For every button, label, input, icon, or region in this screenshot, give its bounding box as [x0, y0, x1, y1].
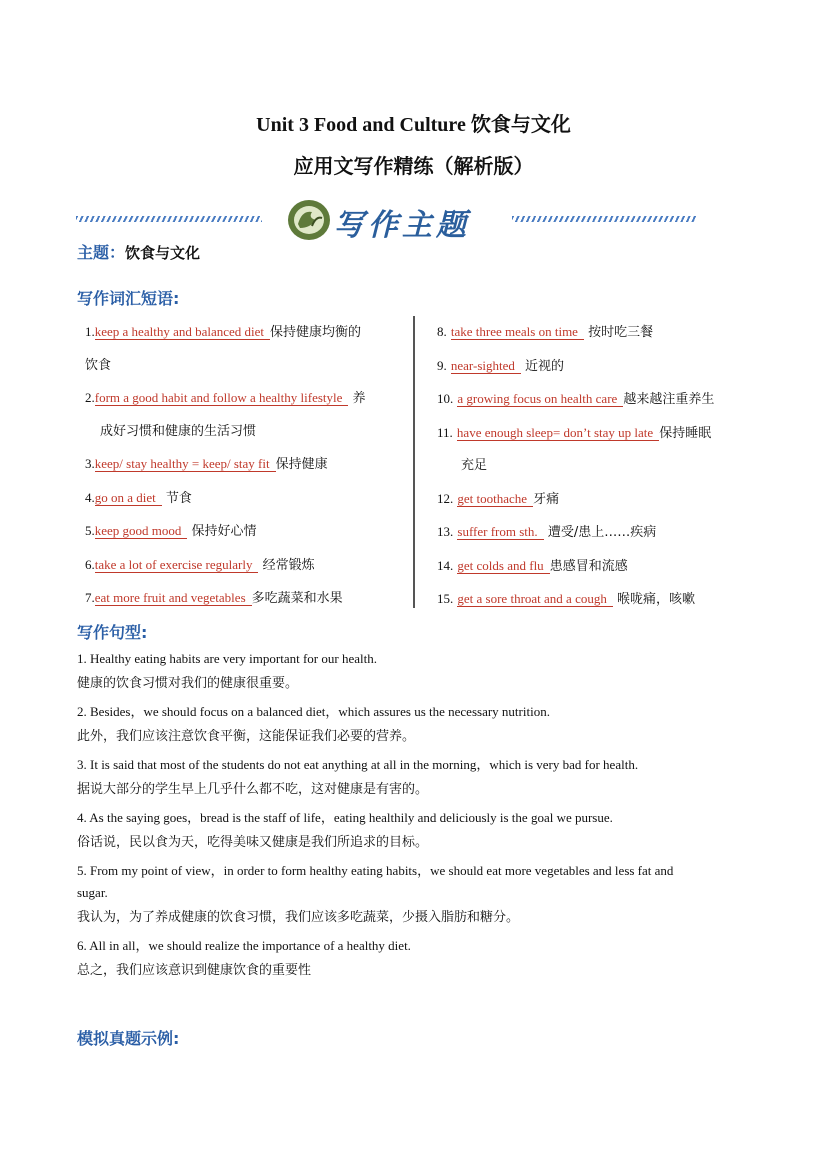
- sentence-heading: 写作句型:: [77, 623, 148, 642]
- vocab-table: [77, 316, 767, 610]
- vocab-item: 7.eat more fruit and vegetables 多吃蔬菜和水果: [85, 590, 343, 606]
- vocab-phrase: near-sighted: [451, 358, 521, 374]
- sentence-item: 5. From my point of view，in order to form healthy eating habits，we should eat more vegetables and less fat and sugar. 我认为，为了养成健康的饮食习惯，我们应该多吃蔬菜，少摄入脂肪和糖分。: [77, 863, 674, 925]
- vocab-phrase: a growing focus on health care: [457, 391, 623, 407]
- banner-stripe-right: [512, 216, 696, 222]
- vocab-phrase: keep a healthy and balanced diet: [95, 324, 270, 340]
- sentence-item: 1. Healthy eating habits are very important for our health. 健康的饮食习惯对我们的健康很重要。: [77, 651, 377, 691]
- vocab-item: 6.take a lot of exercise regularly 经常锻炼: [85, 556, 315, 573]
- vocab-phrase: get colds and flu: [457, 558, 549, 574]
- vocab-phrase: eat more fruit and vegetables: [95, 590, 252, 606]
- vocab-phrase: get toothache: [457, 491, 533, 507]
- vocab-item: 9. near-sighted 近视的: [437, 357, 565, 374]
- vocab-phrase: suffer from sth.: [457, 524, 543, 540]
- sentence-list: [77, 648, 757, 988]
- section-banner: [76, 194, 696, 246]
- theme-label: 主题：: [77, 243, 126, 262]
- sentence-item: 3. It is said that most of the students do not eat anything at all in the morning，which is very bad for health. 据说大部分的学生早上几乎什么都不吃，这对健康是有害的。: [77, 757, 639, 797]
- vocab-phrase: get a sore throat and a cough: [457, 591, 612, 607]
- vocab-column-left: [85, 316, 405, 616]
- sentence-item: 2. Besides，we should focus on a balanced diet，which assures us the necessary nutrition. 此外，我们应该注意饮食平衡，这能保证我们必要的营养。: [77, 704, 550, 744]
- sentence-item: 6. All in all，we should realize the importance of a healthy diet. 总之，我们应该意识到健康饮食的重要性: [77, 938, 411, 978]
- column-divider: [413, 316, 415, 608]
- theme-value: 饮食与文化: [125, 244, 201, 262]
- vocab-phrase: keep/ stay healthy = keep/ stay fit: [95, 456, 276, 472]
- document-subtitle: 应用文写作精练（解析版）: [293, 154, 534, 178]
- vocab-item: 12. get toothache 牙痛: [437, 490, 560, 507]
- vocab-item: 10. a growing focus on health care 越来越注重养生: [437, 391, 715, 407]
- banner-title: 写作主题: [334, 208, 470, 243]
- vocab-item: 5.keep good mood 保持好心情: [85, 523, 257, 539]
- banner-stripe-left: [76, 216, 262, 222]
- vocab-item: 1.keep a healthy and balanced diet 保持健康均衡的 饮食: [85, 324, 362, 373]
- theme-line: [77, 240, 200, 263]
- vocab-item: 2.form a good habit and follow a healthy lifestyle 养 成好习惯和健康的生活习惯: [85, 390, 366, 439]
- vocab-column-right: [437, 316, 769, 617]
- leaf-logo-icon: [286, 198, 332, 242]
- vocab-phrase: take a lot of exercise regularly: [95, 557, 259, 573]
- vocab-phrase: keep good mood: [95, 523, 188, 539]
- vocab-phrase: take three meals on time: [451, 324, 584, 340]
- vocab-item: 11. have enough sleep= don’t stay up late 保持睡眠 充足: [437, 424, 712, 473]
- vocab-phrase: go on a diet: [95, 490, 162, 506]
- example-heading: 模拟真题示例:: [77, 1029, 180, 1048]
- vocab-phrase: form a good habit and follow a healthy lifestyle: [95, 390, 349, 406]
- vocab-item: 13. suffer from sth. 遭受/患上……疾病: [437, 524, 657, 540]
- vocab-phrase: have enough sleep= don’t stay up late: [457, 425, 659, 441]
- vocab-item: 8. take three meals on time 按时吃三餐: [437, 324, 654, 340]
- vocab-item: 4.go on a diet 节食: [85, 489, 192, 506]
- vocab-item: 3.keep/ stay healthy = keep/ stay fit 保持健康: [85, 456, 328, 472]
- sentence-item: 4. As the saying goes，bread is the staff of life，eating healthily and deliciously is the goal we pursue. 俗话说，民以食为天，吃得美味又健康是我们所追求的目标。: [77, 810, 613, 850]
- vocab-item: 14. get colds and flu 患感冒和流感: [437, 557, 628, 574]
- vocab-item: 15. get a sore throat and a cough 喉咙痛，咳嗽: [437, 591, 695, 607]
- document-title: Unit 3 Food and Culture 饮食与文化: [256, 114, 571, 136]
- vocab-heading: 写作词汇短语:: [77, 289, 180, 308]
